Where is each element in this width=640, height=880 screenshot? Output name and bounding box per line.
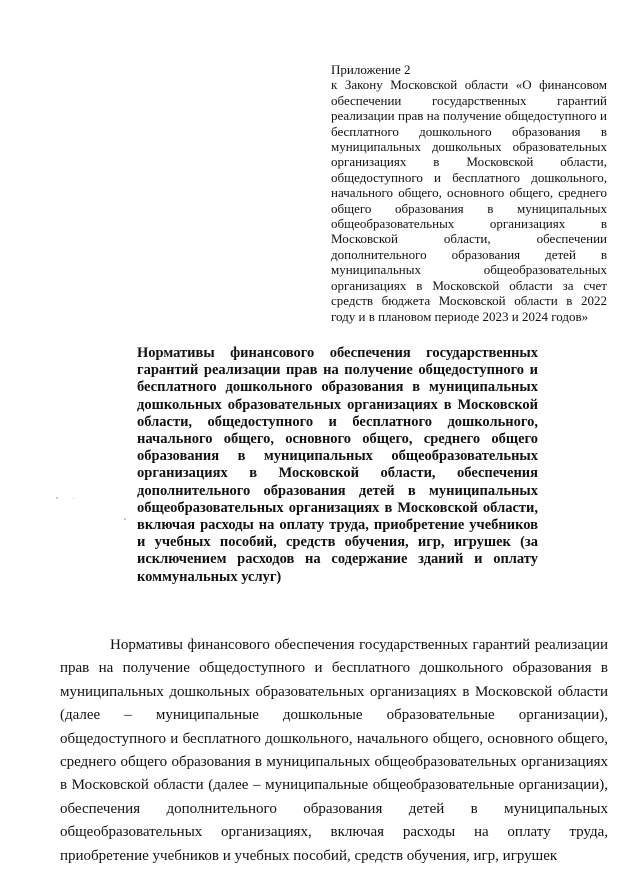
scan-speck xyxy=(56,497,58,499)
appendix-text: к Закону Московской области «О финансовом обеспечении государственных гарантий реализации прав на получение общедоступного и бесплатного дошкольного образования в муниципальных дошкольных образовательных организациях в Московской области, общедоступного и бесплатного дошкольного, начального общего, основного общего, среднего общего образования в муниципальных общеобразовательных организациях в Московской области, обеспечении дополнительного образования детей в муниципальных общеобразовательных организациях в Московской области за счет средств бюджета Московской области в 2022 году и в плановом периоде 2023 и 2024 годов» xyxy=(331,77,607,324)
scan-speck xyxy=(73,498,74,499)
document-heading: Нормативы финансового обеспечения государственных гарантий реализации прав на получение общедоступного и бесплатного дошкольного образования в муниципальных дошкольных образовательных организациях в Московской области, общедоступного и бесплатного дошкольного, начального общего, основного общего, среднего общего образования в муниципальных общеобразовательных организациях в Московской области, обеспечения дополнительного образования детей в муниципальных общеобразовательных организациях в Московской области, включая расходы на оплату труда, приобретение учебников и учебных пособий, средств обучения, игр, игрушек (за исключением расходов на содержание зданий и оплату коммунальных услуг) xyxy=(137,345,538,585)
scan-speck xyxy=(124,518,126,520)
appendix-block xyxy=(331,62,607,324)
appendix-title: Приложение 2 xyxy=(331,62,411,77)
body-paragraph: Нормативы финансового обеспечения государственных гарантий реализации прав на получение общедоступного и бесплатного дошкольного образования в муниципальных дошкольных образовательных организациях в Московской области (далее – муниципальные дошкольные образовательные организации), общедоступного и бесплатного дошкольного, начального общего, основного общего, среднего общего образования в муниципальных общеобразовательных организациях в Московской области (далее – муниципальные общеобразовательные организации), обеспечения дополнительного образования детей в муниципальных общеобразовательных организациях, включая расходы на оплату труда, приобретение учебников и учебных пособий, средств обучения, игр, игрушек xyxy=(60,637,608,864)
